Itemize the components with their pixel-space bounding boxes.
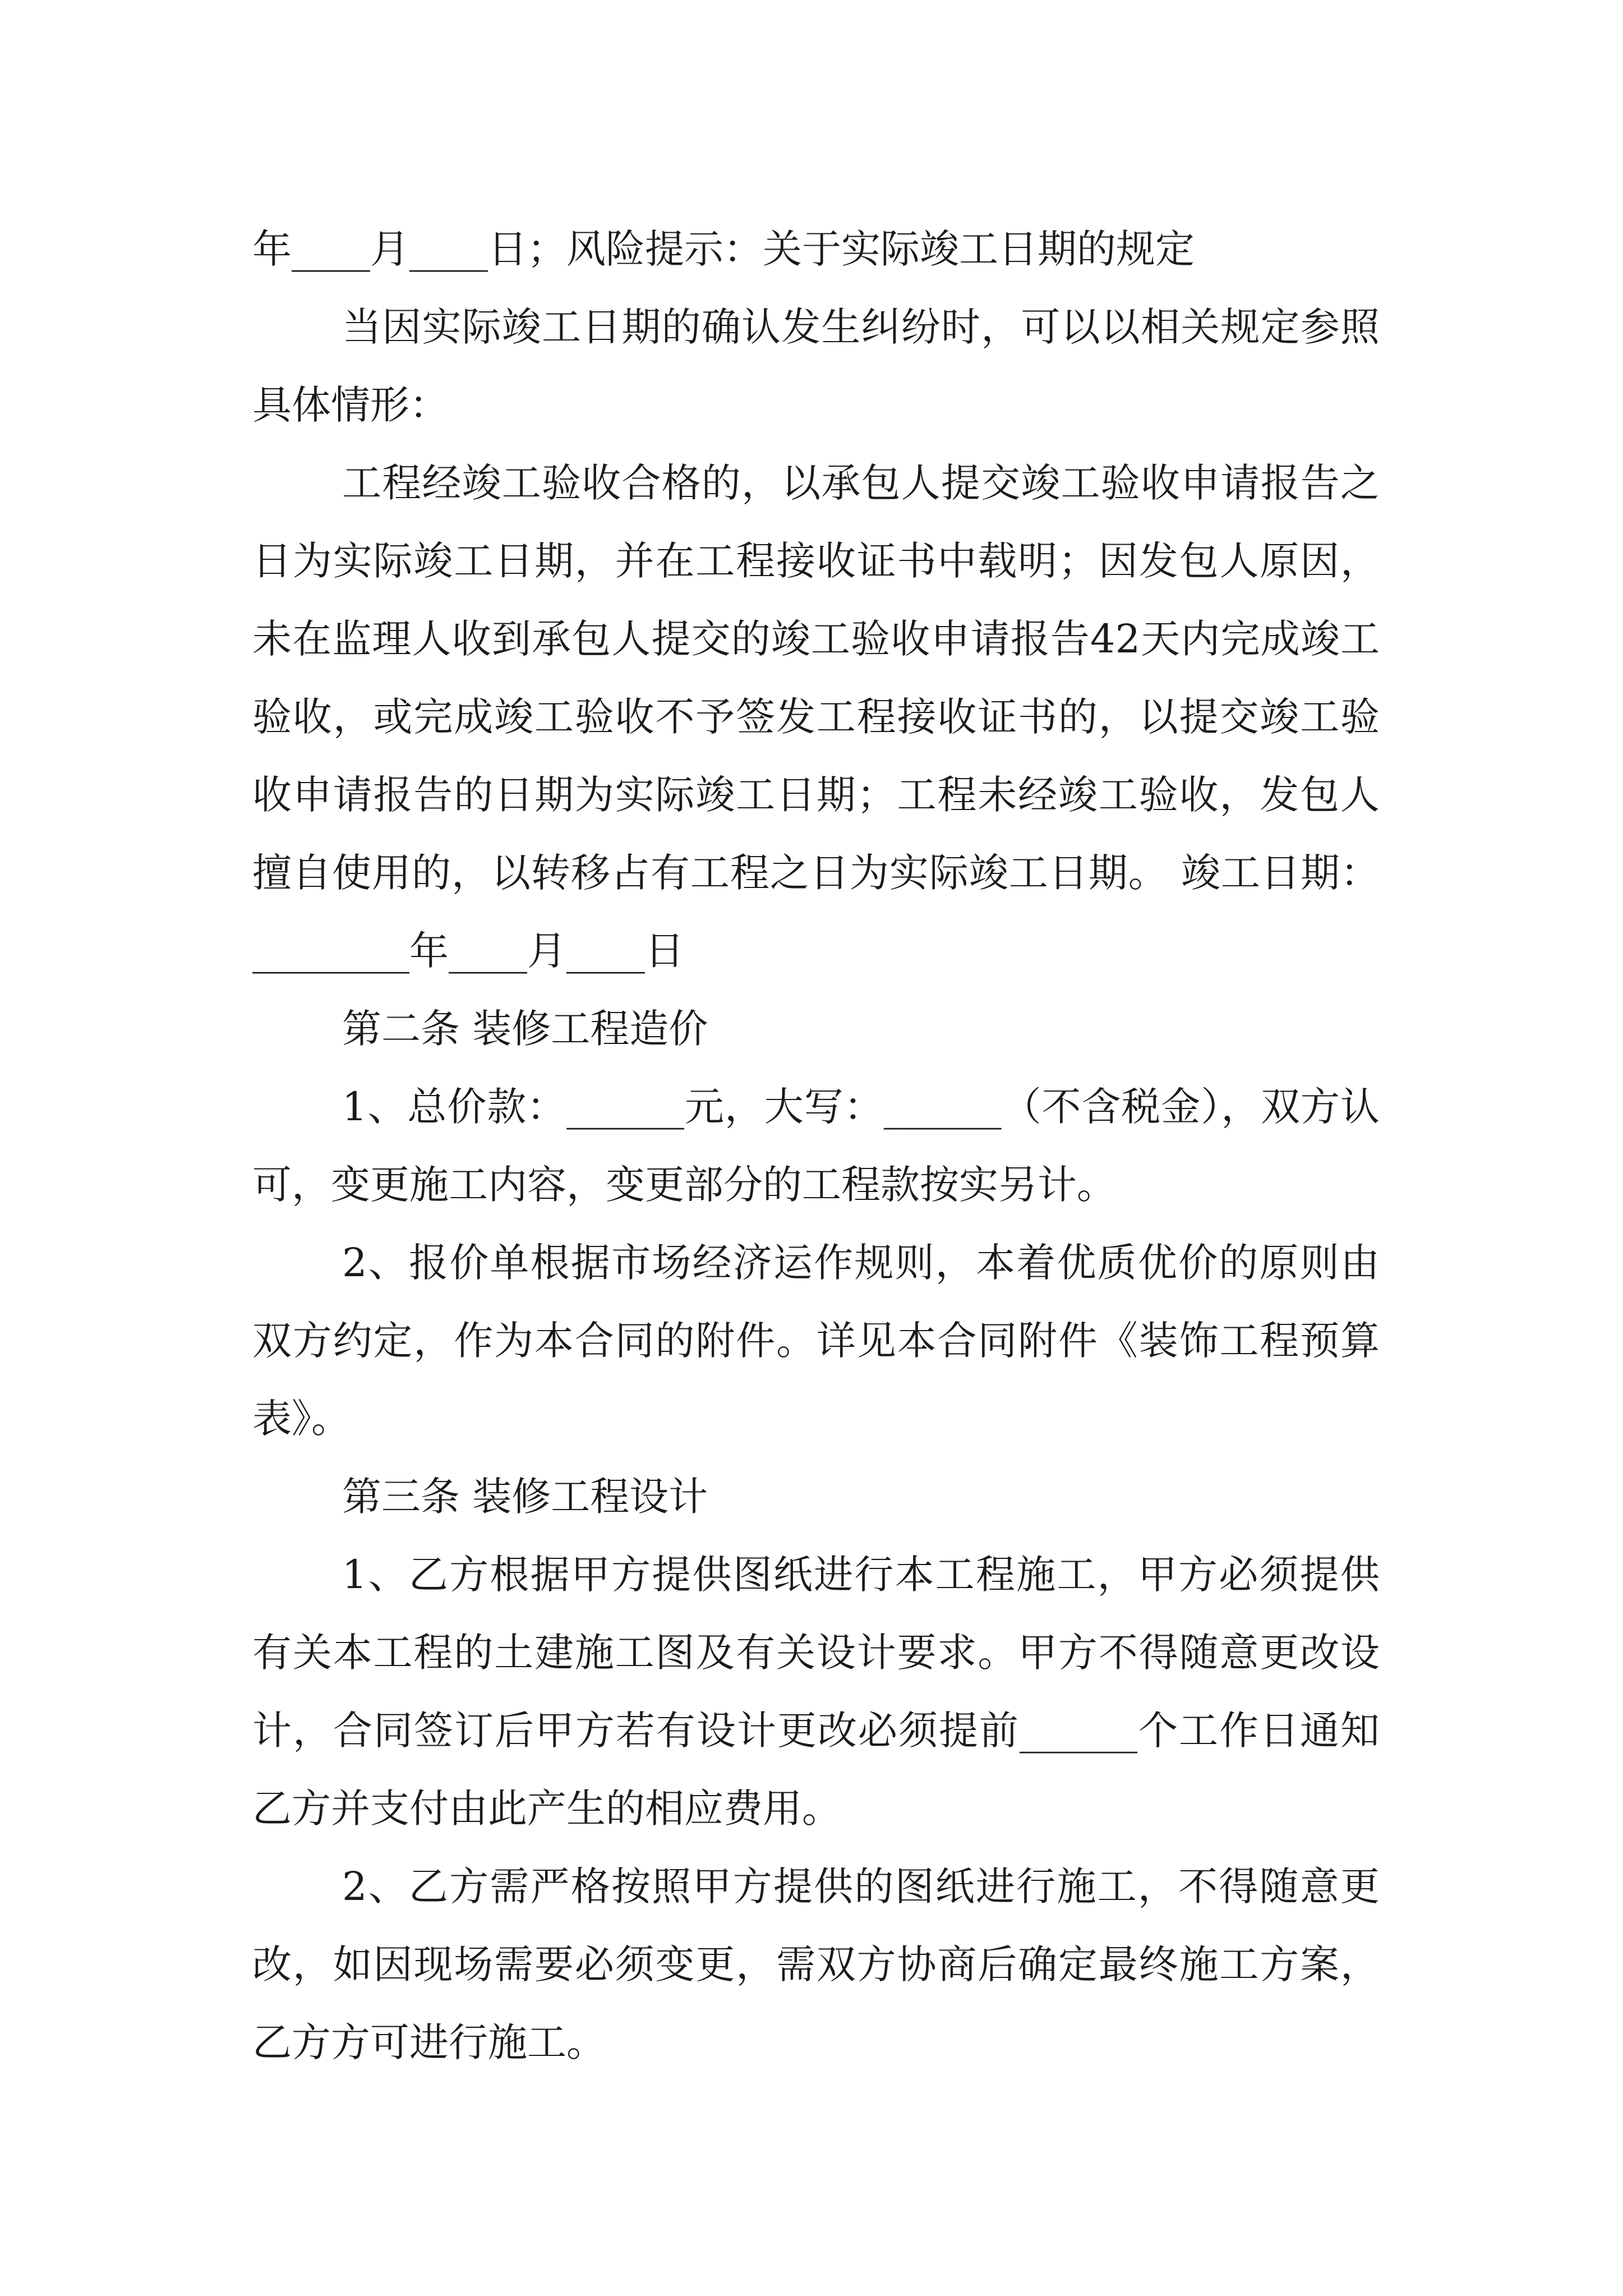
article-3-heading: 第三条 装修工程设计 (342, 1474, 708, 1520)
article-2-clause-1: 1、总价款：______元，大写：______（不含税金），双方认可，变更施工内容，变更部分的工程款按实另计。 (252, 1084, 1380, 1208)
paragraph-completion-rules: 工程经竣工验收合格的，以承包人提交竣工验收申请报告之日为实际竣工日期，并在工程接收证书中载明；因发包人原因，未在监理人收到承包人提交的竣工验收申请报告42天内完成竣工验收，或完成竣工验收不予签发工程接收证书的，以提交竣工验收申请报告的日期为实际竣工日期；工程未经竣工验收，发包人擅自使用的，以转移占有工程之日为实际竣工日期。 竣工日期：________年____月____日 (252, 460, 1380, 974)
article-3-clause-2: 2、乙方需严格按照甲方提供的图纸进行施工，不得随意更改，如因现场需要必须变更，需双方协商后确定最终施工方案，乙方方可进行施工。 (252, 1864, 1380, 2065)
article-3-clause-1: 1、乙方根据甲方提供图纸进行本工程施工，甲方必须提供有关本工程的土建施工图及有关设计要求。甲方不得随意更改设计，合同签订后甲方若有设计更改必须提前______个工作日通知乙方并支付由此产生的相应费用。 (252, 1552, 1380, 1832)
article-2-clause-2: 2、报价单根据市场经济运作规则，本着优质优价的原则由双方约定，作为本合同的附件。详见本合同附件《装饰工程预算表》。 (252, 1240, 1380, 1442)
document-page (252, 210, 1380, 2082)
paragraph-dispute-intro: 当因实际竣工日期的确认发生纠纷时，可以以相关规定参照具体情形： (252, 304, 1380, 428)
article-2-heading: 第二条 装修工程造价 (342, 1006, 708, 1052)
paragraph-completion-date-risk-note: 年____月____日；风险提示：关于实际竣工日期的规定 (252, 226, 1195, 272)
